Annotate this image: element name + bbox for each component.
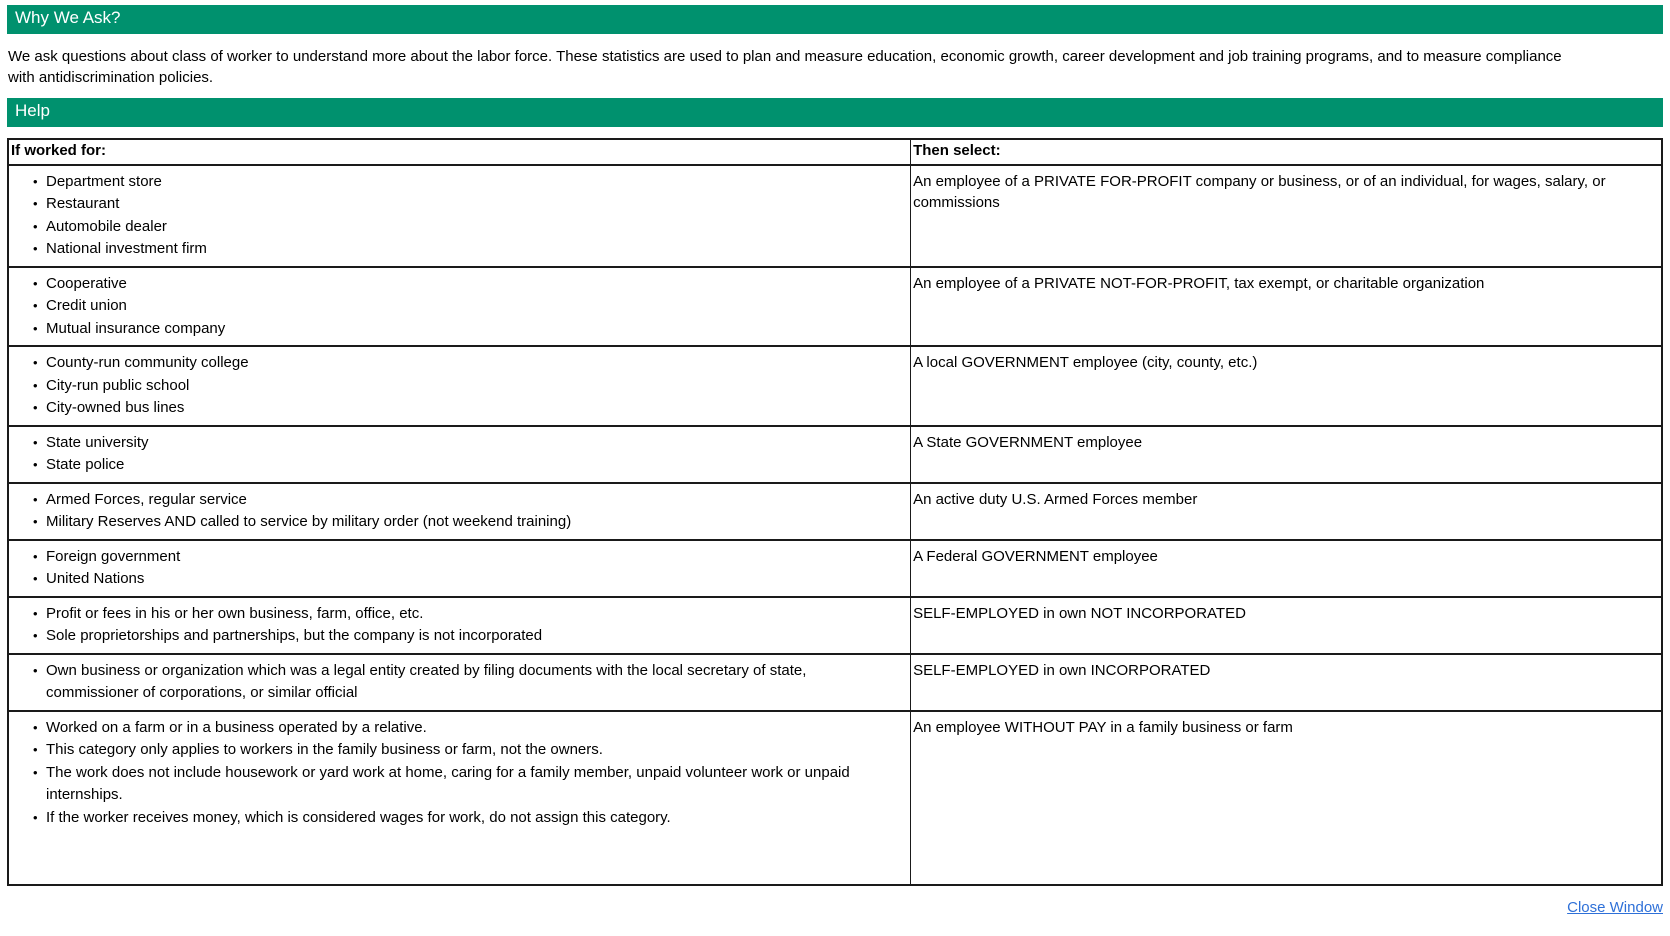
list-item: • Restaurant <box>46 193 898 216</box>
if-worked-for-cell <box>8 597 911 654</box>
example-list <box>11 352 908 420</box>
then-select-cell: SELF-EMPLOYED in own NOT INCORPORATED <box>911 597 1662 654</box>
list-item: • Sole proprietorships and partnerships, but the company is not incorporated <box>46 625 898 648</box>
table-row <box>8 267 1662 347</box>
list-item: • Military Reserves AND called to service by military order (not weekend training) <box>46 511 898 534</box>
list-item: • Mutual insurance company <box>46 318 898 341</box>
close-row <box>7 899 1663 916</box>
list-item: • Department store <box>46 171 898 194</box>
list-item: • Armed Forces, regular service <box>46 489 898 512</box>
list-item: • Foreign government <box>46 546 898 569</box>
why-we-ask-text: We ask questions about class of worker to understand more about the labor force. These statistics are used to plan and measure education, economic growth, career development and job training programs, and to measure compliance with antidiscrimination policies. <box>8 47 1562 87</box>
list-item: • National investment firm <box>46 238 898 261</box>
if-worked-for-cell <box>8 711 911 886</box>
example-list <box>11 660 908 705</box>
help-header: Help <box>7 98 1663 127</box>
column-header-if-worked-for: If worked for: <box>8 139 911 165</box>
then-select-cell: An employee WITHOUT PAY in a family business or farm <box>911 711 1662 886</box>
why-we-ask-header: Why We Ask? <box>7 5 1663 34</box>
example-list <box>11 717 908 830</box>
list-item: • State university <box>46 432 898 455</box>
then-select-cell: SELF-EMPLOYED in own INCORPORATED <box>911 654 1662 711</box>
list-item: • If the worker receives money, which is considered wages for work, do not assign this category. <box>46 807 898 830</box>
if-worked-for-cell <box>8 267 911 347</box>
list-item: • Cooperative <box>46 273 898 296</box>
list-item: • Credit union <box>46 295 898 318</box>
if-worked-for-cell <box>8 426 911 483</box>
list-item: • State police <box>46 454 898 477</box>
list-item: • The work does not include housework or yard work at home, caring for a family member, unpaid volunteer work or unpaid internships. <box>46 762 898 807</box>
if-worked-for-cell <box>8 654 911 711</box>
example-list <box>11 603 908 648</box>
example-list <box>11 546 908 591</box>
table-header-row <box>8 139 1662 165</box>
list-item: • Profit or fees in his or her own business, farm, office, etc. <box>46 603 898 626</box>
help-table-body <box>8 165 1662 886</box>
example-list <box>11 489 908 534</box>
list-item: • United Nations <box>46 568 898 591</box>
if-worked-for-cell <box>8 483 911 540</box>
then-select-cell: An employee of a PRIVATE NOT-FOR-PROFIT, tax exempt, or charitable organization <box>911 267 1662 347</box>
example-list <box>11 432 908 477</box>
table-row <box>8 540 1662 597</box>
example-list <box>11 273 908 341</box>
then-select-cell: A local GOVERNMENT employee (city, county, etc.) <box>911 346 1662 426</box>
example-list <box>11 171 908 261</box>
then-select-cell: A Federal GOVERNMENT employee <box>911 540 1662 597</box>
if-worked-for-cell <box>8 165 911 267</box>
table-row <box>8 483 1662 540</box>
table-row <box>8 165 1662 267</box>
if-worked-for-cell <box>8 346 911 426</box>
help-table <box>7 138 1663 886</box>
table-row <box>8 346 1662 426</box>
list-item: • City-run public school <box>46 375 898 398</box>
then-select-cell: An employee of a PRIVATE FOR-PROFIT company or business, or of an individual, for wages, salary, or commissions <box>911 165 1662 267</box>
column-header-then-select: Then select: <box>911 139 1662 165</box>
then-select-cell: A State GOVERNMENT employee <box>911 426 1662 483</box>
table-row <box>8 426 1662 483</box>
table-row <box>8 597 1662 654</box>
list-item: • City-owned bus lines <box>46 397 898 420</box>
list-item: • This category only applies to workers in the family business or farm, not the owners. <box>46 739 898 762</box>
list-item: • Worked on a farm or in a business operated by a relative. <box>46 717 898 740</box>
list-item: • Own business or organization which was a legal entity created by filing documents with the local secretary of state, commissioner of corporations, or similar official <box>46 660 898 705</box>
table-row <box>8 654 1662 711</box>
list-item: • Automobile dealer <box>46 216 898 239</box>
close-window-link[interactable]: Close Window <box>1567 899 1663 917</box>
help-window <box>7 5 1663 916</box>
then-select-cell: An active duty U.S. Armed Forces member <box>911 483 1662 540</box>
table-row <box>8 711 1662 886</box>
if-worked-for-cell <box>8 540 911 597</box>
list-item: • County-run community college <box>46 352 898 375</box>
